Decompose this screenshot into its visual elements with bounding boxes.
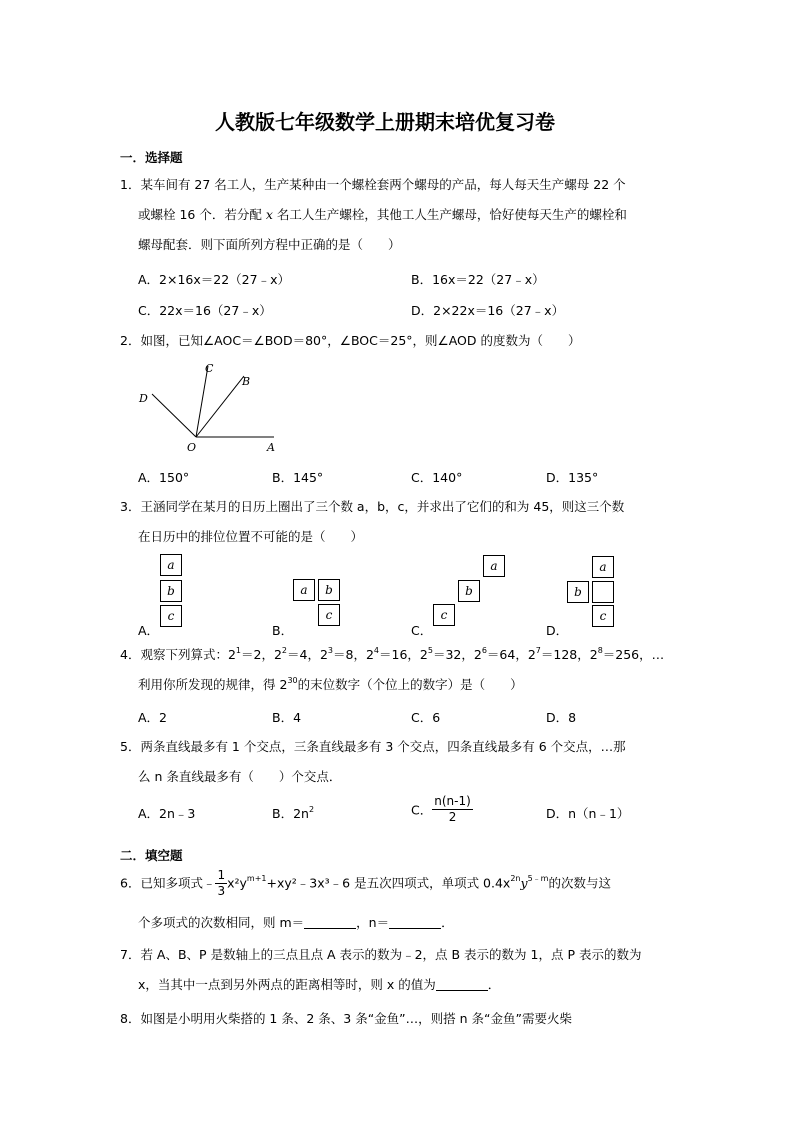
q3d-cell-b: b: [567, 581, 589, 603]
q5-line2: 么 n 条直线最多有（ ）个交点．: [138, 769, 342, 784]
q4-r2: ＝8，: [333, 647, 366, 662]
q6-suffix: 的次数与这: [548, 875, 611, 891]
q5-line1: 5．两条直线最多有 1 个交点，三条直线最多有 3 个交点，四条直线最多有 6 个交点，…那: [120, 739, 626, 754]
q4-r3: ＝16，: [379, 647, 420, 662]
q3b-cell-b: b: [318, 579, 340, 601]
q6-mono-sup1: 2n: [510, 874, 521, 883]
q4-line2-a: 利用你所发现的规律，得 2: [138, 677, 288, 692]
q6-line2-a: 个多项式的次数相同，则 m＝: [138, 915, 305, 930]
q1-line1: 1．某车间有 27 名工人，生产某种由一个螺栓套两个螺母的产品，每人每天生产螺母 22 个: [120, 177, 626, 192]
q8-line1: 8．如图是小明用火柴搭的 1 条、2 条、3 条“金鱼”…，则搭 n 条“金鱼”需要火柴: [120, 1011, 572, 1026]
q3d-cell-a: a: [592, 556, 614, 578]
ray-od: [152, 394, 196, 437]
q1-option-a[interactable]: A．2×16x＝22（27﹣x）: [138, 272, 290, 287]
q4-e1: 2: [281, 646, 288, 655]
q4-e2: 3: [327, 646, 334, 655]
label-c: C: [205, 362, 214, 375]
q3-option-d[interactable]: D．: [546, 623, 569, 638]
label-b: B: [242, 375, 251, 388]
q4-option-c[interactable]: C．6: [411, 710, 441, 725]
q4-prefix: 4．观察下列算式：: [120, 647, 228, 662]
q3c-cell-b: b: [458, 580, 480, 602]
q1-option-b[interactable]: B．16x＝22（27﹣x）: [411, 272, 545, 287]
q3a-cell-b: b: [160, 580, 182, 602]
q4-b0: 2: [227, 647, 236, 662]
q2-option-d[interactable]: D．135°: [546, 470, 599, 485]
q5-option-b-base: B．2n: [272, 806, 309, 821]
q7-line2-a: x，当其中一点到另外两点的距离相等时，则 x 的值为: [138, 977, 436, 992]
q4-r7: ＝256，…: [602, 647, 665, 662]
q7-line1: 7．若 A、B、P 是数轴上的三点且点 A 表示的数为﹣2，点 B 表示的数为 1，点 P 表示的数为: [120, 947, 642, 962]
q5-frac-num: n(n-1): [434, 794, 471, 808]
q4-e4: 5: [427, 646, 433, 655]
q2-option-a[interactable]: A．150°: [138, 470, 190, 485]
q4-r4: ＝32，: [432, 647, 474, 662]
q6-line2: [138, 915, 454, 931]
q2-angle-figure: [130, 358, 290, 458]
q5-option-c-label: C．: [411, 802, 433, 818]
q6-mono-sup2: 5﹣m: [527, 874, 549, 883]
q3d-cell-c: c: [592, 605, 614, 627]
q6-line2-b: ，n＝: [356, 915, 390, 930]
q4-b1: 2: [273, 647, 282, 662]
q4-line2-sup: 30: [287, 676, 298, 685]
q3c-cell-a: a: [483, 555, 505, 577]
q3-option-b[interactable]: B．: [272, 623, 294, 638]
q6-frac-num: 1: [217, 868, 226, 882]
ray-oc: [196, 366, 208, 437]
q3c-cell-c: c: [433, 604, 455, 626]
q2-line1: 2．如图，已知∠AOC＝∠BOD＝80°，∠BOC＝25°，则∠AOD 的度数为（ ）: [120, 333, 581, 348]
q7-line2-b: ．: [487, 977, 501, 992]
q4-e0: 1: [235, 646, 242, 655]
q4-b5: 2: [473, 647, 482, 662]
q4-line2: [138, 677, 523, 693]
q2-option-c[interactable]: C．140°: [411, 470, 463, 485]
q5-option-b[interactable]: [272, 804, 314, 822]
q4-r0: ＝2，: [241, 647, 274, 662]
q3a-cell-c: c: [160, 605, 182, 627]
q1-line2-a: 或螺栓 16 个．若分配: [138, 207, 266, 222]
ray-ob: [196, 376, 244, 437]
q1-line2-b: 名工人生产螺栓，其他工人生产螺母，恰好使每天生产的螺栓和: [272, 207, 627, 222]
q3-line2: 在日历中的排位位置不可能的是（ ）: [138, 529, 364, 544]
q4-b3: 2: [365, 647, 374, 662]
q4-line1: [120, 647, 664, 663]
q1-option-d[interactable]: D．2×22x＝16（27﹣x）: [411, 303, 565, 318]
q3a-cell-a: a: [160, 554, 182, 576]
q3-option-c[interactable]: C．: [411, 623, 433, 638]
q3b-cell-c: c: [318, 604, 340, 626]
q3d-cell-blank: [592, 581, 614, 603]
q5-option-d[interactable]: D．n（n﹣1）: [546, 806, 630, 821]
q6-poly-sup: m+1: [246, 874, 267, 883]
q1-line2-var: x: [265, 207, 273, 222]
q4-r5: ＝64，: [486, 647, 528, 662]
q2-option-b[interactable]: B．145°: [272, 470, 324, 485]
q5-option-c[interactable]: [411, 794, 473, 825]
q4-option-b[interactable]: B．4: [272, 710, 302, 725]
q4-b4: 2: [419, 647, 428, 662]
q1-line2: [138, 207, 627, 223]
q6-mono-y: y: [520, 875, 528, 891]
q6-prefix: 6．已知多项式﹣: [120, 875, 216, 891]
q6-line1: [120, 868, 611, 899]
q4-b2: 2: [319, 647, 328, 662]
q1-line3: 螺母配套．则下面所列方程中正确的是（ ）: [138, 237, 401, 252]
q4-e7: 8: [597, 646, 603, 655]
q4-r1: ＝4，: [287, 647, 320, 662]
q4-line2-b: 的末位数字（个位上的数字）是（ ）: [297, 677, 523, 692]
q3-option-a[interactable]: A．: [138, 623, 160, 638]
q3-line1: 3．王涵同学在某月的日历上圈出了三个数 a，b，c，并求出了它们的和为 45，则这三个数: [120, 499, 625, 514]
q4-e3: 4: [373, 646, 380, 655]
q6-line2-c: ．: [441, 915, 454, 930]
q6-poly: x²y: [227, 875, 247, 891]
q3b-cell-a: a: [293, 579, 315, 601]
label-d: D: [139, 392, 148, 405]
q5-option-a[interactable]: A．2n﹣3: [138, 806, 196, 821]
q5-option-c-fraction: [432, 794, 473, 825]
q5-frac-den: 2: [448, 810, 457, 824]
q4-r6: ＝128，: [540, 647, 590, 662]
section-heading-fill: 二．填空题: [120, 848, 183, 863]
label-o: O: [187, 441, 197, 454]
q4-option-a[interactable]: A．2: [138, 710, 168, 725]
q1-option-c[interactable]: C．22x＝16（27﹣x）: [138, 303, 272, 318]
q4-option-d[interactable]: D．8: [546, 710, 577, 725]
page-title: 人教版七年级数学上册期末培优复习卷: [215, 110, 555, 134]
label-a: A: [267, 441, 275, 454]
q6-blank-m[interactable]: [304, 916, 356, 929]
q7-line2: [138, 977, 500, 993]
q4-b7: 2: [589, 647, 598, 662]
q6-poly2: +xy²﹣3x³﹣6 是五次四项式，单项式 0.4x: [266, 875, 511, 891]
section-heading-choice: 一．选择题: [120, 150, 183, 165]
q4-e6: 7: [535, 646, 541, 655]
q4-b6: 2: [527, 647, 536, 662]
q4-e5: 6: [481, 646, 487, 655]
q6-frac-den: 3: [217, 884, 226, 898]
q5-option-b-exp: 2: [308, 805, 315, 814]
q6-fraction: [215, 868, 227, 899]
q7-blank-x[interactable]: [436, 978, 488, 991]
q6-blank-n[interactable]: [389, 916, 441, 929]
